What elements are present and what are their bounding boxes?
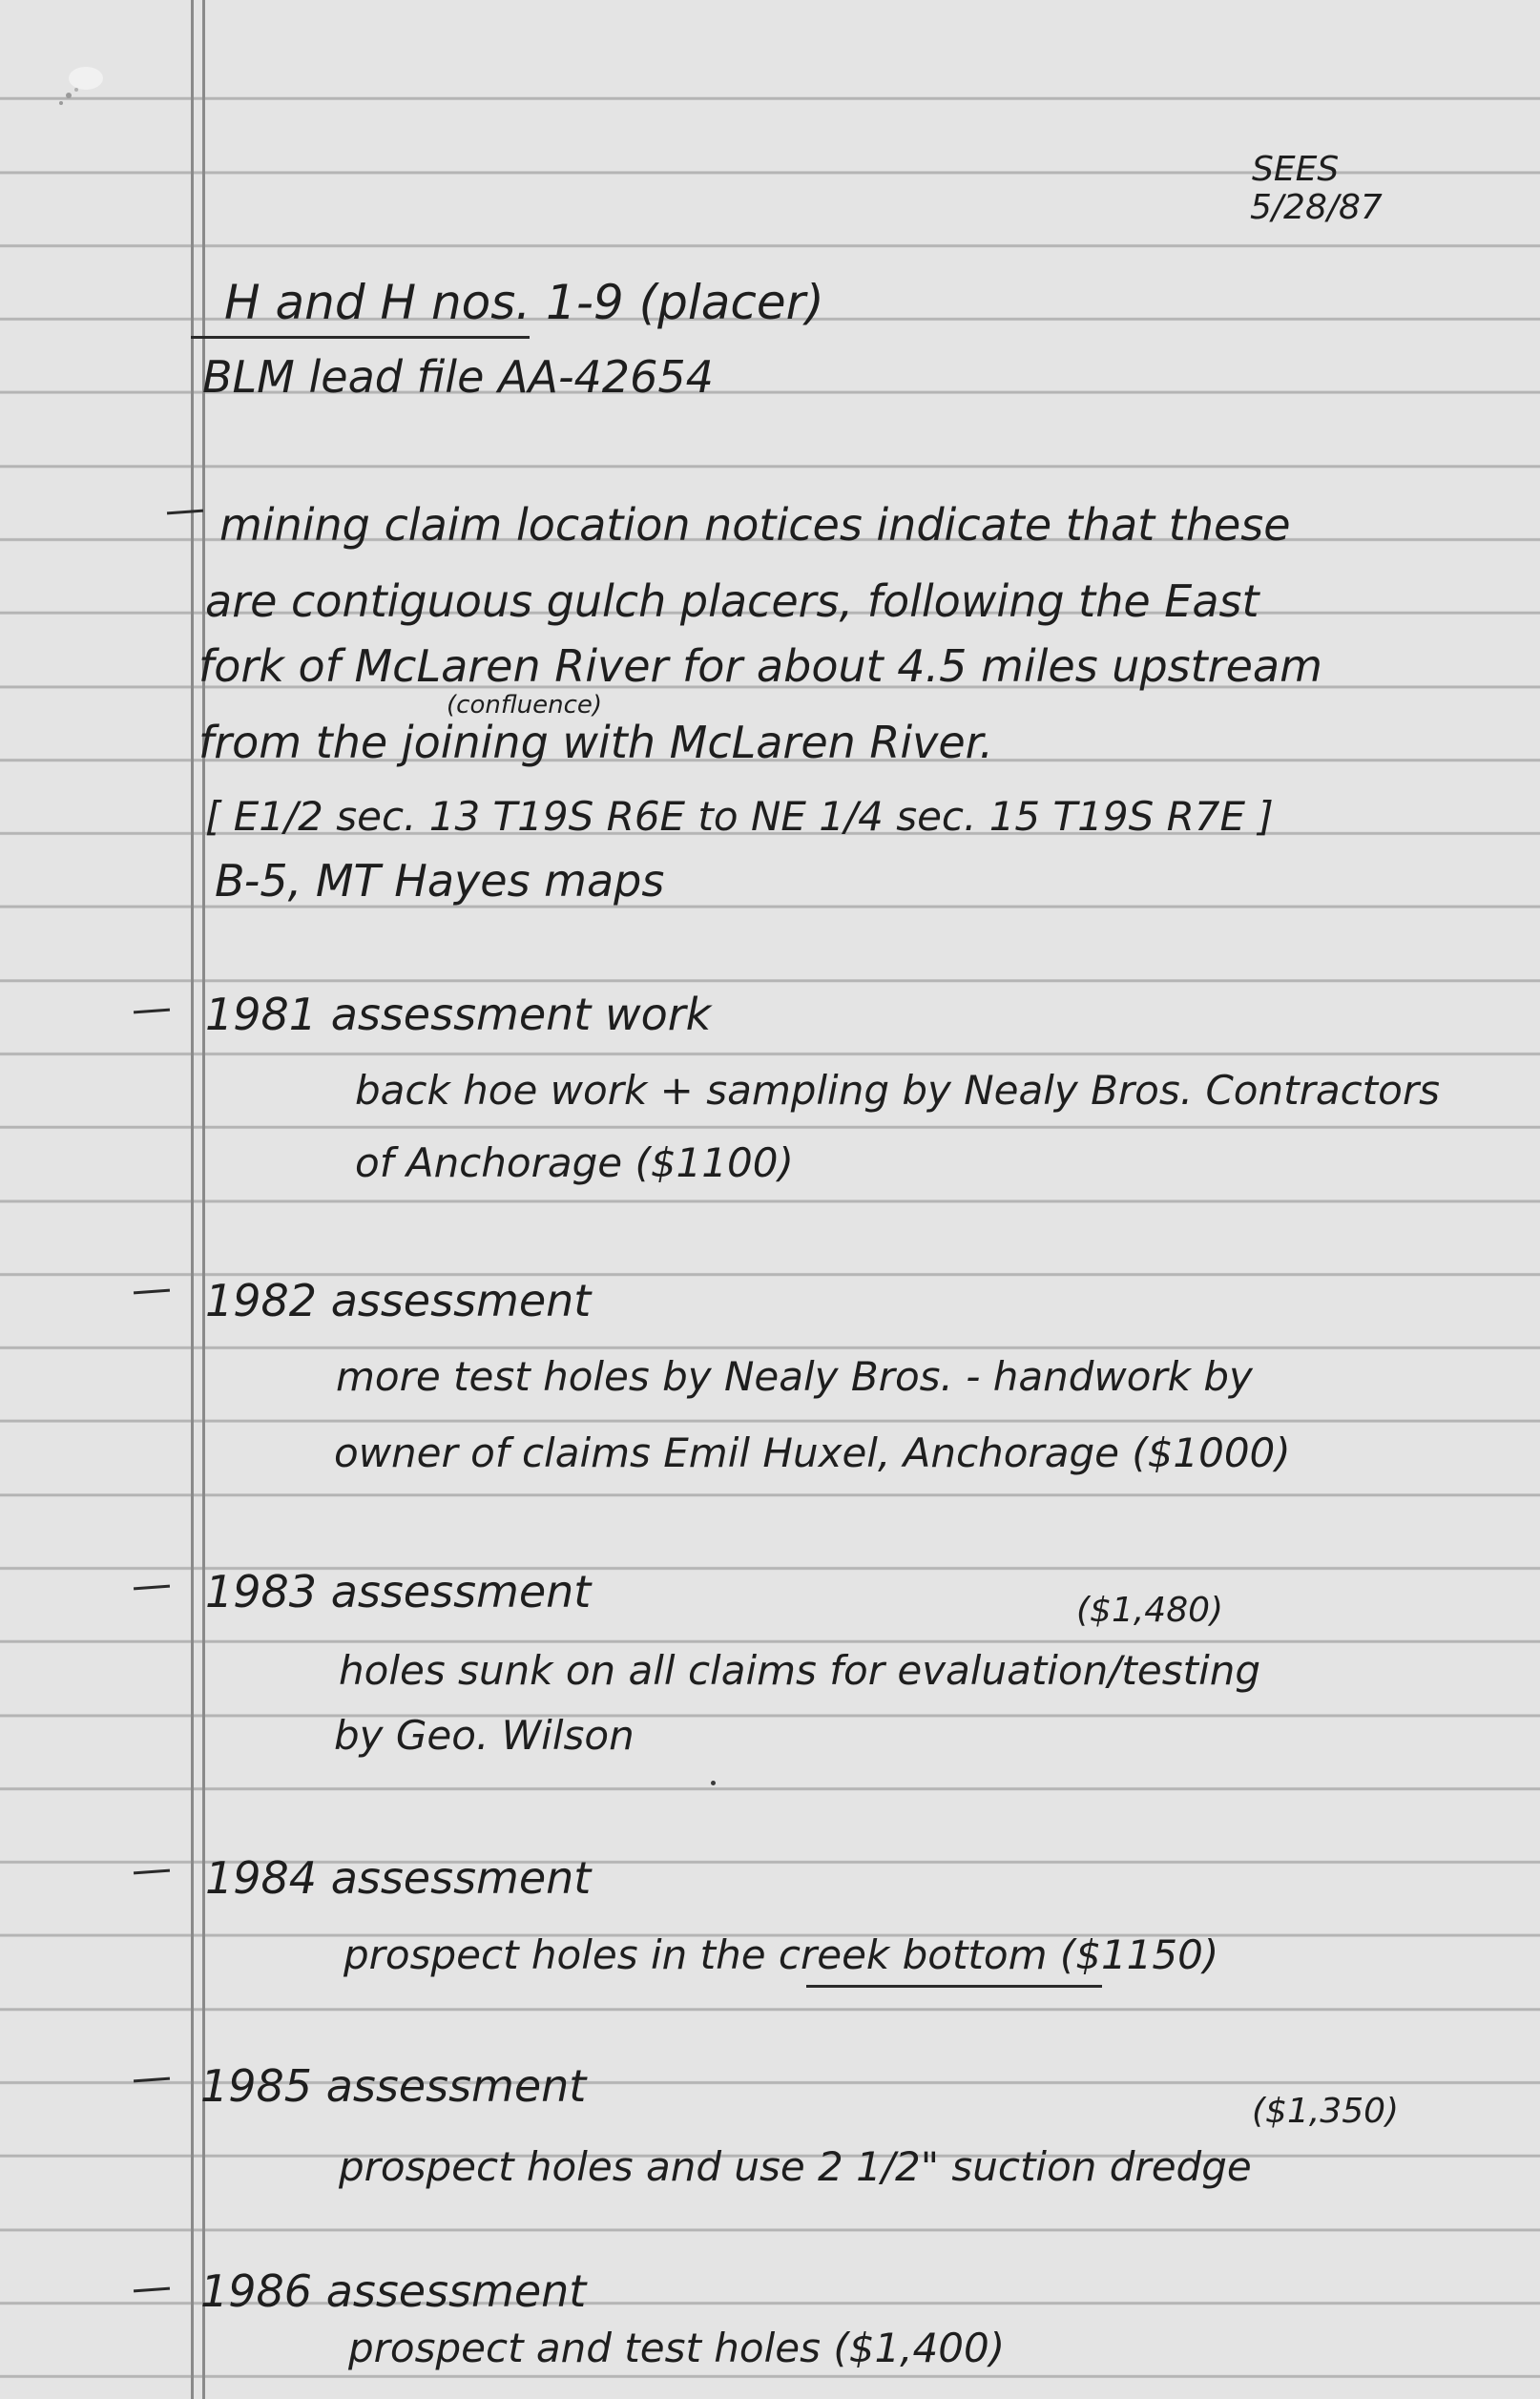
description-line: mining claim location notices indicate that these bbox=[219, 499, 1291, 551]
entry-line: back hoe work + sampling by Nealy Bros. Contractors bbox=[355, 1067, 1440, 1114]
paper-blemish bbox=[50, 57, 116, 115]
entry-cost: ($1,480) bbox=[1076, 1591, 1224, 1630]
entry-line: prospect holes in the creek bottom ($1150) bbox=[343, 1931, 1219, 1978]
entry-line: by Geo. Wilson bbox=[334, 1712, 635, 1759]
insertion-note: (confluence) bbox=[447, 691, 603, 720]
map-reference: B-5, MT Hayes maps bbox=[215, 855, 665, 907]
entry-cost: ($1,350) bbox=[1252, 2092, 1400, 2131]
bullet-dash bbox=[167, 510, 203, 515]
entry-line: owner of claims Emil Huxel, Anchorage ($1000) bbox=[334, 1429, 1291, 1476]
entry-heading: 1986 assessment bbox=[200, 2265, 587, 2317]
entry-heading: 1984 assessment bbox=[205, 1852, 592, 1904]
bullet-dash bbox=[134, 1869, 170, 1875]
entry-heading: 1981 assessment work bbox=[205, 989, 712, 1040]
margin-rule-left bbox=[191, 0, 194, 2399]
bullet-dash bbox=[134, 1585, 170, 1591]
location-range: [ E1/2 sec. 13 T19S R6E to NE 1/4 sec. 15 T19S R7E ] bbox=[205, 793, 1274, 840]
entry-line: of Anchorage ($1100) bbox=[355, 1139, 794, 1186]
entry-heading: 1983 assessment bbox=[205, 1566, 592, 1617]
entry-heading: 1982 assessment bbox=[205, 1275, 592, 1326]
bullet-dash bbox=[134, 2287, 170, 2293]
description-line: are contiguous gulch placers, following the East bbox=[205, 575, 1259, 627]
title-underline bbox=[191, 336, 530, 339]
pencil-mark bbox=[711, 1781, 716, 1785]
date: 5/28/87 bbox=[1250, 188, 1383, 227]
description-line: fork of McLaren River for about 4.5 miles upstream bbox=[198, 640, 1322, 692]
entry-line: prospect holes and use 2 1/2" suction dredge bbox=[339, 2143, 1252, 2190]
lead-file: BLM lead file AA-42654 bbox=[202, 351, 714, 403]
bullet-dash bbox=[134, 2077, 170, 2083]
initials: SEES bbox=[1252, 150, 1340, 189]
entry-line: more test holes by Nealy Bros. - handwork by bbox=[336, 1353, 1253, 1400]
claims-title: H and H nos. 1-9 (placer) bbox=[224, 275, 824, 330]
entry-line: prospect and test holes ($1,400) bbox=[348, 2325, 1006, 2371]
entry-line: holes sunk on all claims for evaluation/testing bbox=[339, 1647, 1261, 1694]
bullet-dash bbox=[134, 1289, 170, 1295]
bullet-dash bbox=[134, 1009, 170, 1014]
entry-heading: 1985 assessment bbox=[200, 2060, 587, 2112]
creek-bottom-underline bbox=[806, 1985, 1102, 1988]
description-line: from the joining with McLaren River. bbox=[198, 717, 993, 768]
